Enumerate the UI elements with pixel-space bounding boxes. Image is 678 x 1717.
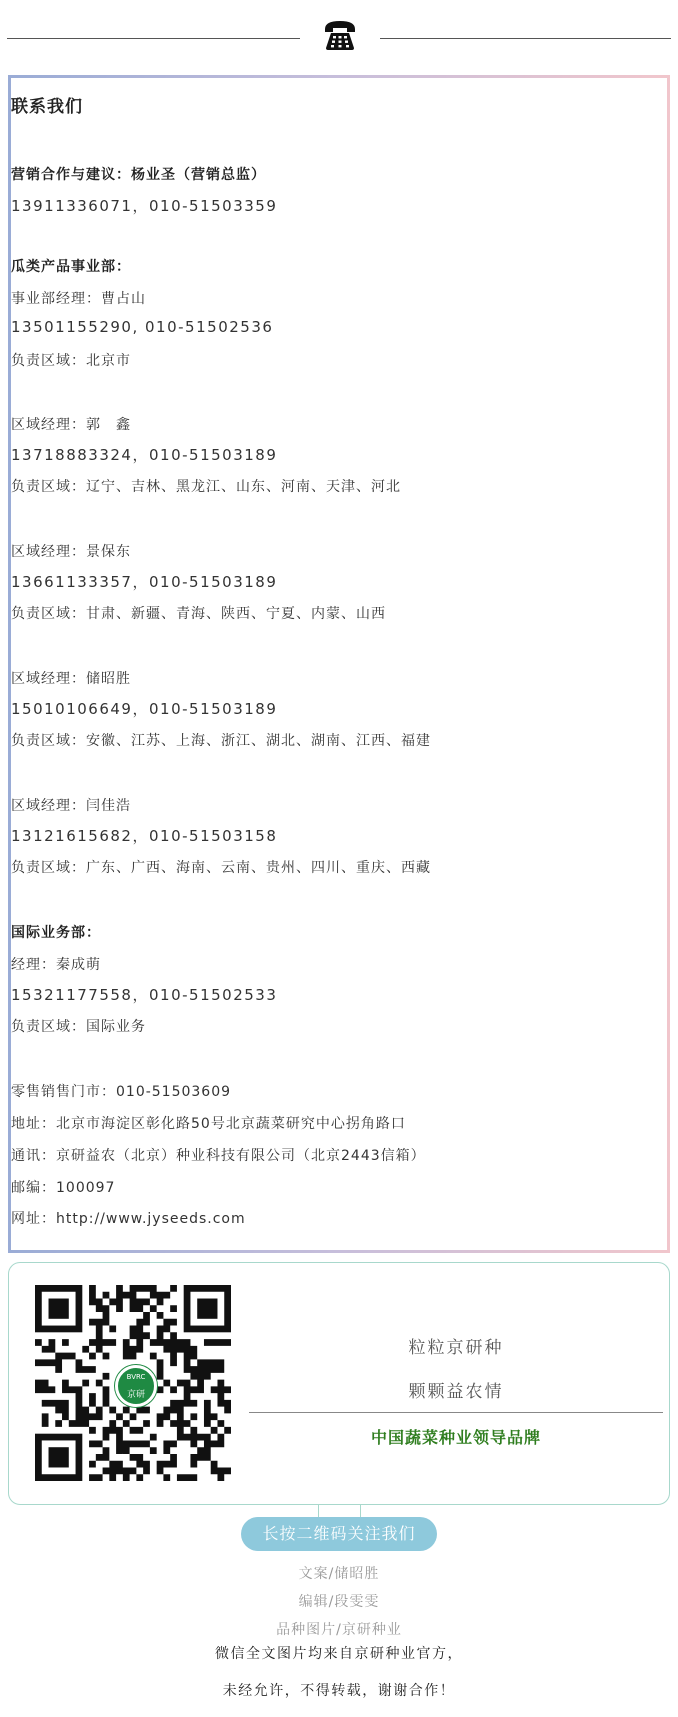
address: 地址：北京市海淀区彰化路50号北京蔬菜研究中心拐角路口: [11, 1116, 406, 1132]
retail-phone: 零售销售门市：010-51503609: [11, 1084, 232, 1100]
brand-tagline: 中国蔬菜种业领导品牌: [370, 1428, 541, 1447]
intl-dept-area: 负责区域：国际业务: [11, 1019, 146, 1035]
region-area: 负责区域：安徽、江苏、上海、浙江、湖北、湖南、江西、福建: [11, 733, 431, 749]
region-area: 负责区域：辽宁、吉林、黑龙江、山东、河南、天津、河北: [11, 479, 401, 495]
telephone-icon: [322, 18, 358, 52]
region-manager: 区域经理：郭 鑫: [11, 417, 131, 433]
region-phone: 15010106649，010-51503189: [11, 700, 278, 718]
phone-divider: [0, 0, 678, 72]
website-link[interactable]: 网址：http://www.jyseeds.com: [11, 1211, 246, 1227]
follow-qr-button[interactable]: 长按二维码关注我们: [241, 1517, 437, 1551]
region-area: 负责区域：甘肃、新疆、青海、陕西、宁夏、内蒙、山西: [11, 606, 386, 622]
marketing-heading: 营销合作与建议：杨业圣（营销总监）: [11, 167, 266, 183]
region-phone: 13718883324，010-51503189: [11, 446, 278, 464]
intl-dept-manager: 经理：秦成萌: [11, 957, 101, 973]
region-area: 负责区域：广东、广西、海南、云南、贵州、四川、重庆、西藏: [11, 860, 431, 876]
copyright-notice-2: 未经允许，不得转载，谢谢合作！: [222, 1683, 456, 1699]
melon-dept-manager: 事业部经理：曹占山: [11, 291, 146, 307]
credit-copywriter: 文案/储昭胜: [298, 1566, 380, 1582]
contact-box: [8, 75, 670, 1253]
region-manager: 区域经理：闫佳浩: [11, 798, 131, 814]
qr-card: [8, 1262, 670, 1505]
region-phone: 13661133357，010-51503189: [11, 573, 278, 591]
slogan-line-2: 颗颗益农情: [408, 1382, 504, 1402]
slogan-line-1: 粒粒京研种: [408, 1338, 504, 1358]
melon-dept-area: 负责区域：北京市: [11, 353, 131, 369]
region-manager: 区域经理：景保东: [11, 544, 131, 560]
contact-title: 联系我们: [11, 97, 83, 117]
divider-line-left: [7, 38, 300, 39]
intl-dept-phone: 15321177558，010-51502533: [11, 986, 278, 1004]
credit-images: 品种图片/京研种业: [276, 1622, 402, 1638]
brand-logo: [115, 1365, 157, 1407]
slogan-divider: [249, 1412, 663, 1413]
region-manager: 区域经理：储昭胜: [11, 671, 131, 687]
brand-logo-text: 京研: [126, 1390, 145, 1400]
credit-editor: 编辑/段雯雯: [298, 1594, 380, 1610]
copyright-notice-1: 微信全文图片均来自京研种业官方，: [215, 1646, 463, 1662]
intl-dept-heading: 国际业务部：: [11, 925, 101, 941]
melon-dept-phone: 13501155290, 010-51502536: [11, 318, 274, 336]
qr-code[interactable]: [35, 1285, 231, 1481]
brand-logo-abbr: BVRC: [126, 1373, 146, 1381]
mail-address: 通讯：京研益农（北京）种业科技有限公司（北京2443信箱）: [11, 1148, 426, 1164]
region-phone: 13121615682，010-51503158: [11, 827, 278, 845]
marketing-phone: 13911336071，010-51503359: [11, 197, 278, 215]
postcode: 邮编：100097: [11, 1180, 116, 1196]
divider-line-right: [380, 38, 671, 39]
melon-dept-heading: 瓜类产品事业部：: [11, 259, 131, 275]
